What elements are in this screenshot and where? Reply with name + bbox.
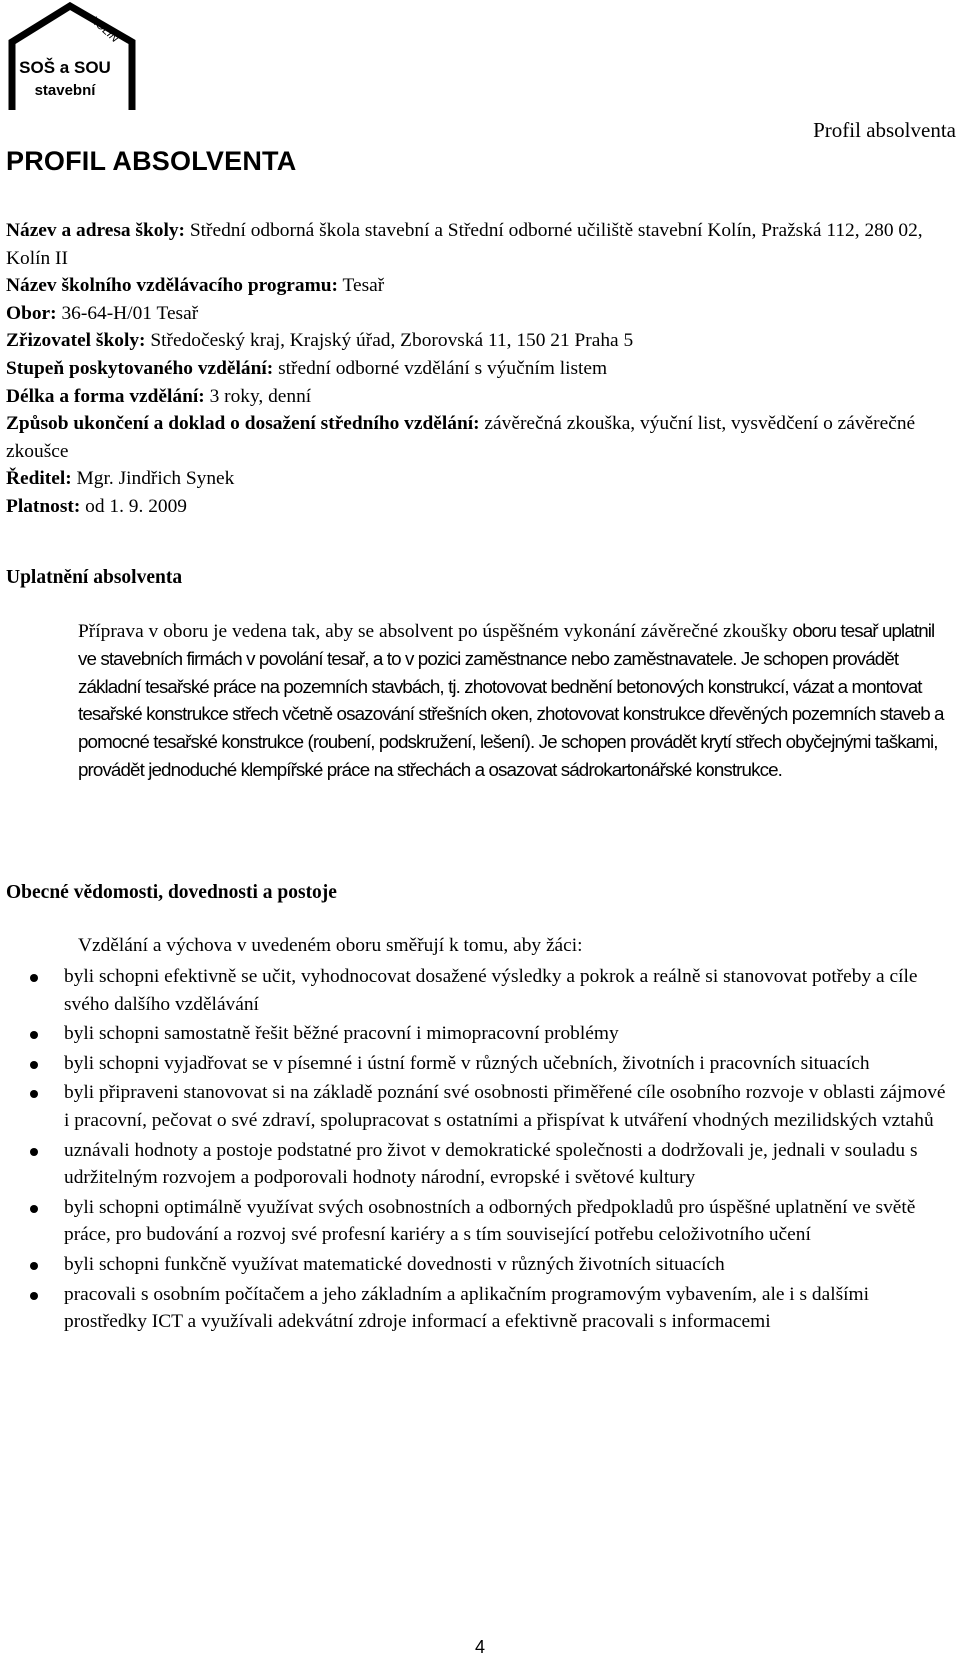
bullet-icon xyxy=(30,1205,38,1213)
uplatneni-text-sans: oboru tesař uplatnil ve stavebních firmách v povolání tesař, a to v pozici zaměstnance nebo zaměstnavatele. Je schopen provádět základní tesařské práce na pozemních stavbách, tj. zhotovovat bednění betonových konstrukcí, vázat a montovat tesařské konstrukce střech včetně osazování střešních oken, zhotovovat konstrukce dřevěných pozemních staveb a pomocné tesařské konstrukce (roubení, podskružení, lešení). Je schopen provádět krytí střech obyčejnými taškami, provádět jednoduché klempířské práce na střechách a osazovat sádrokartonářské konstrukce. xyxy=(78,620,944,780)
info-value: od 1. 9. 2009 xyxy=(80,495,187,517)
info-label: Zřizovatel školy: xyxy=(6,330,146,352)
page-number: 4 xyxy=(474,1637,485,1657)
info-value: Tesař xyxy=(337,275,385,297)
logo-line1: SOŠ a SOU xyxy=(19,58,111,77)
bullet-icon xyxy=(30,1292,38,1300)
list-item xyxy=(6,1281,951,1336)
uplatneni-text xyxy=(6,618,951,785)
info-value: Mgr. Jindřich Synek xyxy=(71,468,235,490)
section-heading-obecne: Obecné vědomosti, dovednosti a postoje xyxy=(6,882,337,903)
list-item xyxy=(6,1137,951,1192)
list-item-text: byli schopni funkčně využívat matematické dovednosti v různých životních situacích xyxy=(64,1253,725,1275)
info-row xyxy=(6,355,951,383)
bullet-icon xyxy=(30,974,38,982)
info-value: Střední odborná škola stavební a Střední odborné učiliště stavební Kolín, Pražská 112, 280 02, Kolín II xyxy=(6,220,923,269)
logo-town: KOLÍN xyxy=(87,14,121,46)
list-item-text: byli schopni samostatně řešit běžné pracovní i mimopracovní problémy xyxy=(64,1023,619,1045)
bullet-icon xyxy=(30,1148,38,1156)
info-value: střední odborné vzdělání s výučním listem xyxy=(273,357,608,379)
info-label: Délka a forma vzdělání: xyxy=(6,385,205,407)
list-item-text: byli schopni efektivně se učit, vyhodnocovat dosažené výsledky a pokrok a reálně si stanovovat potřeby a cíle svého dalšího vzdělávání xyxy=(64,966,918,1015)
list-item-text: uznávali hodnoty a postoje podstatné pro život v demokratické společnosti a dodržovali je, jednali v souladu s udržitelným rozvojem a podporovali hodnoty národní, evropské i světové kultury xyxy=(64,1139,918,1189)
bullet-icon xyxy=(30,1262,38,1270)
list-item xyxy=(6,1194,951,1249)
info-label: Platnost: xyxy=(6,495,81,517)
info-label: Ředitel: xyxy=(6,468,72,490)
info-row xyxy=(6,465,951,493)
info-row xyxy=(6,493,951,521)
list-item xyxy=(6,1079,951,1134)
school-info xyxy=(6,217,951,521)
info-label: Název školního vzdělávacího programu: xyxy=(6,275,338,297)
list-item-text: pracovali s osobním počítačem a jeho základním a aplikačním programovým vybavením, ale i s dalšími prostředky ICT a využívali adekvátní zdroje informací a efektivně pracovali s informacemi xyxy=(64,1283,870,1333)
info-label: Způsob ukončení a doklad o dosažení středního vzdělání: xyxy=(6,413,480,435)
header-document-label: Profil absolventa xyxy=(813,118,956,142)
uplatneni-paragraph xyxy=(6,618,951,785)
info-row xyxy=(6,217,951,272)
info-row xyxy=(6,410,951,465)
school-logo xyxy=(4,2,138,112)
info-label: Obor: xyxy=(6,302,57,324)
bullet-icon xyxy=(30,1061,38,1069)
info-value: 36-64-H/01 Tesař xyxy=(56,302,199,324)
info-value: závěrečná zkouška, výuční list, vysvědčení o závěrečné zkoušce xyxy=(6,413,916,462)
page-title: PROFIL ABSOLVENTA xyxy=(6,146,297,176)
obecne-intro: Vzdělání a výchova v uvedeném oboru směřují k tomu, aby žáci: xyxy=(78,935,583,956)
info-row xyxy=(6,327,951,355)
info-label: Název a adresa školy: xyxy=(6,220,185,241)
bullet-icon xyxy=(30,1031,38,1039)
list-item-text: byli schopni optimálně využívat svých osobnostních a odborných předpokladů pro úspěšné uplatnění ve světě práce, pro budování a rozvoj své profesní kariéry a s tím související potřebu celoživotního učení xyxy=(64,1196,916,1246)
info-row xyxy=(6,383,951,411)
info-label: Stupeň poskytovaného vzdělání: xyxy=(6,357,274,379)
info-value: Středočeský kraj, Krajský úřad, Zborovská 11, 150 21 Praha 5 xyxy=(145,330,634,352)
section-heading-uplatneni: Uplatnění absolventa xyxy=(6,567,183,588)
uplatneni-text-serif: Příprava v oboru je vedena tak, aby se absolvent po úspěšném vykonání závěrečné zkoušky xyxy=(78,621,793,642)
list-item-text: byli schopni vyjadřovat se v písemné i ústní formě v různých učebních, životních i pracovních situacích xyxy=(64,1052,870,1074)
list-item-text: byli připraveni stanovovat si na základě poznání své osobnosti přiměřené cíle osobního rozvoje v oblasti zájmové i pracovní, pečovat o své zdraví, spolupracovat s ostatními a přispívat k utváření vhodných mezilidských vztahů xyxy=(64,1082,946,1131)
list-item xyxy=(6,1251,951,1279)
list-item xyxy=(6,1050,951,1078)
logo-line2: stavební xyxy=(34,82,96,99)
list-item xyxy=(6,1020,951,1048)
info-row xyxy=(6,300,951,328)
info-row xyxy=(6,272,951,300)
info-value: 3 roky, denní xyxy=(204,385,312,407)
obecne-list xyxy=(6,963,951,1338)
list-item xyxy=(6,963,951,1018)
bullet-icon xyxy=(30,1090,38,1098)
